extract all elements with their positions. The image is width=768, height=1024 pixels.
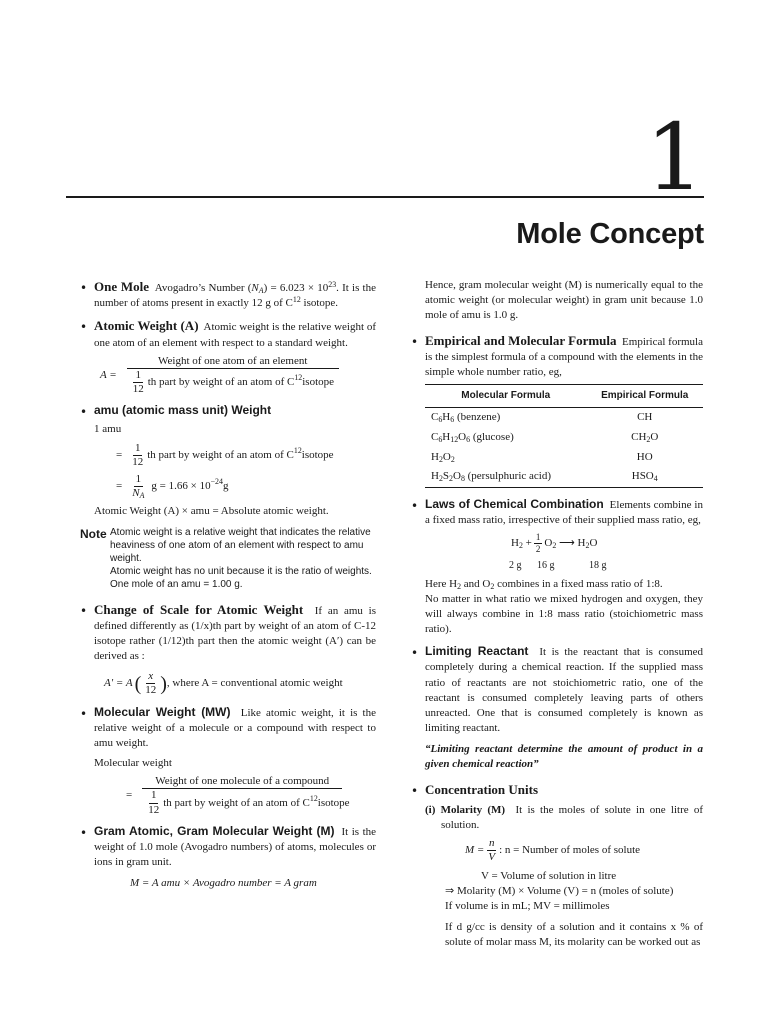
bullet-icon: • [411, 334, 419, 349]
reaction-masses: 2 g 16 g 18 g [509, 559, 607, 571]
section-heading: Gram Atomic, Gram Molecular Weight (M) [94, 823, 335, 838]
header-rule [66, 196, 704, 198]
reaction-equation: $H_2$ + $\frac{1}{2}$ $O_2$ ⟶ $H_2O$ [511, 532, 598, 554]
section-heading: Atomic Weight (A) [94, 318, 199, 334]
section-one-mole [80, 278, 376, 311]
molarity-formula: M = $\frac{n}{V}$ : n = Number of moles of solute [465, 837, 641, 864]
bullet-icon: • [80, 405, 88, 420]
section-atomic-weight [80, 317, 376, 396]
bullet-icon: • [80, 706, 88, 721]
section-molecular-weight [80, 704, 376, 817]
molecular-weight-label: Molecular weight [94, 757, 172, 770]
intro-paragraph: Hence, gram molecular weight (M) is numerically equal to the atomic weight (or molecular weight) in gram unit because 1.0 mole of amu is 1.0 g. [425, 279, 703, 322]
section-heading: Molecular Weight (MW) [94, 704, 231, 719]
note-box [80, 526, 376, 591]
bullet-icon: • [411, 783, 419, 798]
table-header: Empirical Formula [586, 385, 703, 408]
limiting-text: It is the reactant that is consumed completely during a chemical reaction. If the supplied mass ratio of reactants are not stoichiometric ratio, one of the reactant is consumed completely leaving parts of others unreacted. One that is consumed completely is known as limiting reactant. [425, 646, 704, 735]
bullet-icon: • [80, 320, 88, 335]
amu-equation-2: = $\frac{1}{N_A}$ g = 1.66 × 10 $^{-24}$ g [116, 472, 229, 501]
section-laws [411, 496, 703, 637]
molecular-weight-formula: = Weight of one molecule of a compound $\frac{1}{12}$ th part by weight of an atom of C $^{12}$ isotope [126, 775, 350, 816]
section-heading: One Mole [94, 279, 149, 294]
table-row: $C_6H_6$ (benzene) CH [431, 410, 653, 424]
note-label: Note [80, 526, 107, 541]
bullet-icon: • [80, 603, 88, 618]
empirical-text: Empirical formula is the simplest formula of a compound with the elements in the simple whole number ratio, eg, [425, 335, 703, 378]
amu-line: 1 amu [94, 423, 122, 436]
section-heading: Empirical and Molecular Formula [425, 332, 617, 348]
absolute-weight-line: Atomic Weight (A) × amu = Absolute atomic weight. [94, 505, 329, 518]
section-empirical [411, 332, 703, 488]
gram-weight-formula: M = A amu × Avogadro number = A gram [130, 877, 317, 890]
bullet-icon: • [80, 281, 88, 295]
right-column [411, 278, 703, 956]
limiting-quote: “Limiting reactant determine the amount of product in a given chemical reaction” [425, 743, 703, 771]
section-amu [80, 402, 376, 519]
table-row: $H_2S_2O_8$ (persulphuric acid) $HSO_4$ [425, 467, 703, 487]
density-paragraph: If d g/cc is density of a solution and it contains x % of solute of molar mass M, its molarity can be worked out as [445, 921, 703, 949]
volume-def: V = Volume of solution in litre [481, 869, 617, 882]
section-heading: Change of Scale for Atomic Weight [94, 601, 304, 617]
one-mole-text: Avogadro’s Number $(N_A) = 6.023 \times 10^{23}$. It is the number of atoms present in exactly 12 g of $C^{12}$ isotope. [94, 279, 376, 310]
section-heading: Concentration Units [425, 781, 539, 797]
amu-equation-1: = $\frac{1}{12}$ th part by weight of an atom of C $^{12}$ isotope [116, 441, 334, 468]
section-heading: Laws of Chemical Combination [425, 496, 604, 511]
bullet-icon: • [411, 646, 419, 661]
bullet-icon: • [80, 825, 88, 840]
scale-formula: A′ = A ( $\frac{x}{12}$ ) , where A = conventional atomic weight [104, 670, 343, 697]
molecular-weight-text: Like atomic weight, it is the relative weight of a molecule or a compound with respect to amu weight. [94, 706, 376, 749]
note-line: Atomic weight is a relative weight that indicates the relative heaviness of one atom of an element with respect to amu weight. [110, 526, 371, 564]
atomic-weight-text: Atomic weight is the relative weight of one atom of an element with respect to a standard weight. [94, 321, 376, 349]
laws-p1: Here $H_2$ and $O_2$ combines in a fixed mass ratio of 1:8. [425, 577, 663, 591]
laws-p2: No matter in what ratio we mixed hydrogen and oxygen, they will always combine in 1:8 mass ratio (stoichiometric mass ratio). [425, 592, 703, 636]
note-line: One mole of an amu = 1.00 g. [110, 578, 243, 590]
atomic-weight-formula: A = Weight of one atom of an element $\frac{1}{12}$ th part by weight of an atom of C $^{12}$ isotope [100, 355, 376, 397]
table-header: Molecular Formula [425, 385, 586, 408]
gram-weight-text: It is the weight of 1.0 mole (Avogadro numbers) of atoms, molecules or ions in gram unit. [94, 825, 377, 869]
table-row: $C_6H_{12}O_6$ (glucose) $CH_2O$ [431, 430, 659, 444]
formula-table [425, 384, 703, 488]
left-column [80, 278, 376, 898]
bullet-icon: • [411, 498, 419, 513]
change-scale-text: If an amu is defined differently as (1/x)th part by weight of an atom of C-12 isotope rather (1/12)th part then the atomic weight (A′) can be derived as : [94, 604, 377, 663]
millimoles-line: If volume is in mL; MV = millimoles [445, 899, 610, 912]
note-line: Atomic weight has no unit because it is the ratio of weights. [110, 565, 372, 577]
chapter-title: Mole Concept [516, 218, 704, 250]
section-gram-weight [80, 823, 376, 892]
section-limiting [411, 643, 703, 772]
laws-text: Elements combine in a fixed mass ratio, irrespective of their supplied mass ratio, eg, [425, 498, 703, 526]
section-change-scale [80, 601, 376, 698]
chapter-number: 1 [645, 104, 704, 211]
table-row: $H_2O_2$ HO [431, 450, 653, 464]
molarity-volume: ⇒ Molarity (M) × Volume (V) = n (moles of solute) [445, 884, 674, 897]
section-heading: amu (atomic mass unit) Weight [94, 403, 272, 418]
section-concentration [411, 781, 703, 951]
molarity-def: (i) Molarity (M) It is the moles of solute in one litre of solution. [425, 803, 703, 831]
section-heading: Limiting Reactant [425, 644, 529, 659]
